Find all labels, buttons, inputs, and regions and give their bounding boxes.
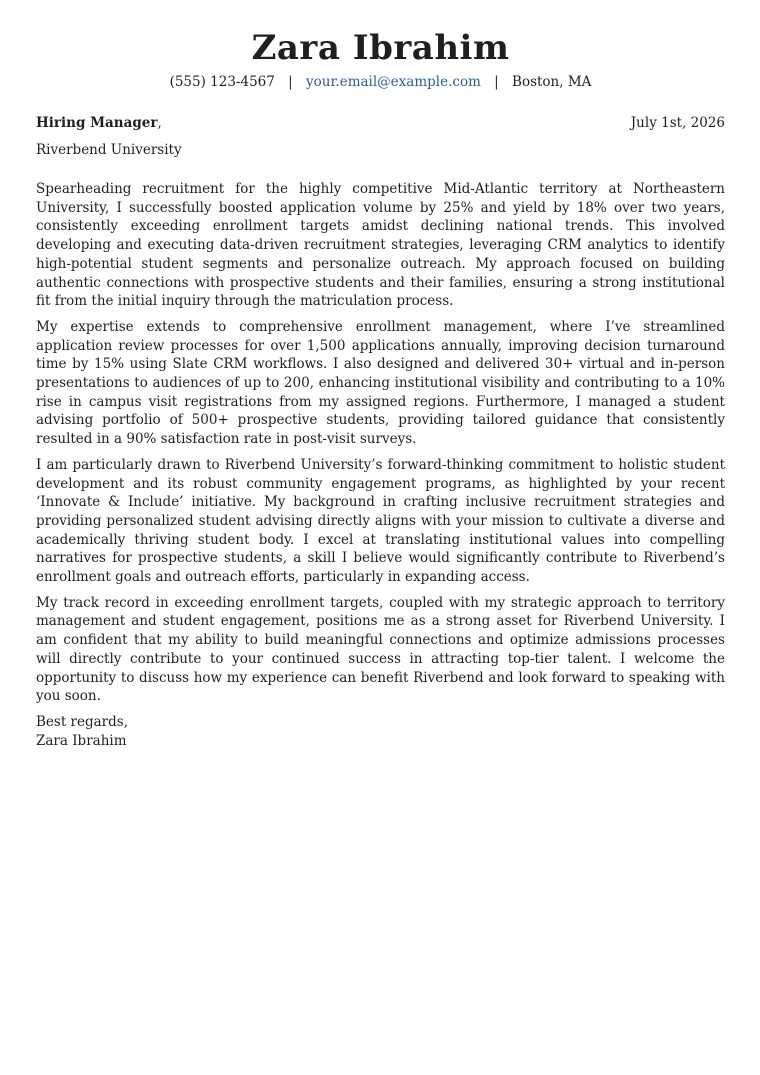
separator: | (494, 74, 499, 90)
recipient-comma: , (157, 115, 162, 131)
location: Boston, MA (512, 74, 592, 90)
body-paragraph: I am particularly drawn to Riverbend University’s forward-thinking commitment to holistic student development and its robust community engagement programs, as highlighted by your recent ‘Innovate & Include’ initiative. My background in crafting inclusive recruitment strategies and providing personalized student advising directly aligns with your mission to cultivate a diverse and academically thriving student body. I excel at translating institutional values into compelling narratives for prospective students, a skill I believe would significantly contribute to Riverbend’s enrollment goals and outreach efforts, particularly in expanding access. (36, 456, 725, 586)
separator: | (288, 74, 293, 90)
phone-number: (555) 123-4567 (169, 74, 275, 90)
recipient-title: Hiring Manager (36, 115, 158, 131)
letter-body (36, 180, 725, 750)
applicant-name: Zara Ibrahim (251, 28, 510, 68)
body-paragraph: My track record in exceeding enrollment targets, coupled with my strategic approach to territory management and student engagement, positions me as a strong asset for Riverbend University. I am confident that my ability to build meaningful connections and optimize admissions processes will directly contribute to your continued success in attracting top-tier talent. I welcome the opportunity to discuss how my experience can benefit Riverbend and look forward to speaking with you soon. (36, 594, 725, 705)
signature-name: Zara Ibrahim (36, 732, 127, 749)
body-paragraph: My expertise extends to comprehensive enrollment management, where I’ve streamlined application review processes for over 1,500 applications annually, improving decision turnaround time by 15% using Slate CRM workflows. I also designed and delivered 30+ virtual and in-person presentations to audiences of up to 200, enhancing institutional visibility and contributing to a 10% rise in campus visit registrations from my assigned regions. Furthermore, I managed a student advising portfolio of 500+ prospective students, providing tailored guidance that consistently resulted in a 90% satisfaction rate in post-visit surveys. (36, 318, 725, 448)
closing-block (36, 713, 725, 750)
body-paragraph: Spearheading recruitment for the highly competitive Mid-Atlantic territory at Northeastern University, I successfully boosted application volume by 25% and yield by 18% over two years, consistently exceeding enrollment targets amidst declining national trends. This involved developing and executing data-driven recruitment strategies, leveraging CRM analytics to identify high-potential student segments and personalize outreach. My approach focused on building authentic connections with prospective students and their families, ensuring a strong institutional fit from the initial inquiry through the matriculation process. (36, 181, 725, 310)
letter-date: July 1st, 2026 (630, 115, 725, 131)
recipient-row (36, 114, 725, 132)
contact-line (36, 73, 725, 91)
recipient-organization: Riverbend University (36, 142, 182, 158)
closing-salutation: Best regards, (36, 713, 129, 730)
email-link[interactable]: your.email@example.com (306, 74, 481, 90)
